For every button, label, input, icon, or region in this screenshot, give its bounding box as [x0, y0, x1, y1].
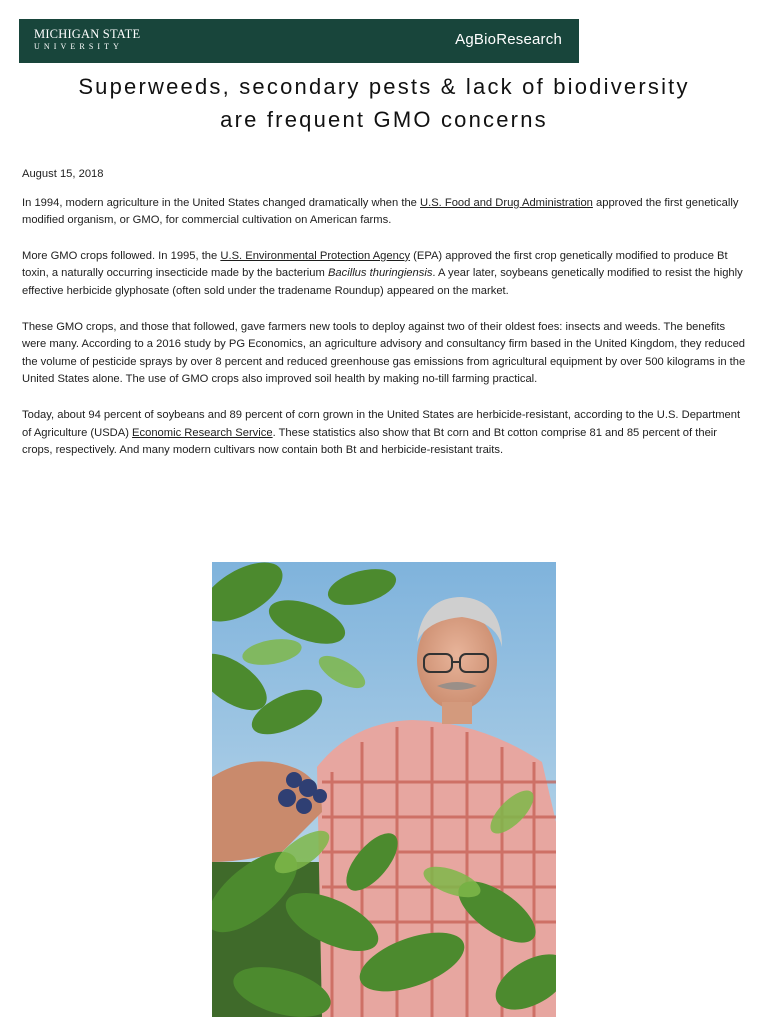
fda-link[interactable]: U.S. Food and Drug Administration: [420, 196, 593, 209]
paragraph-3: These GMO crops, and those that followed, gave farmers new tools to deploy against two of their oldest foes: insects and weeds. The benefits were many. According to a 2016 study by PG Economics, an agriculture advisory and consultancy firm based in the United Kingdom, they reduced the volume of pesticide sprays by over 8 percent and reduced greenhouse gas emissions from agricultural equipment by over 500 kilograms in the United States alone. The use of GMO crops also improved soil health by making no-till farming practical.: [22, 320, 746, 386]
title-line-1: Superweeds, secondary pests & lack of biodiversity: [78, 74, 690, 99]
species-name: Bacillus thuringiensis: [327, 267, 433, 280]
title-line-2: are frequent GMO concerns: [220, 107, 548, 132]
ers-link[interactable]: Economic Research Service: [132, 426, 273, 439]
paragraph-4: [22, 407, 750, 460]
p4-text-b: . These statistics also show that Bt corn and Bt cotton comprise 81 and 85 percent of their crops, respectively. And many modern cultivars now contain both Bt and herbicide-resistant traits.: [22, 426, 718, 457]
agbioresearch-brand[interactable]: AgBioResearch: [455, 31, 562, 48]
p1-text-a: In 1994, modern agriculture in the United States changed dramatically when the: [22, 196, 421, 209]
epa-link[interactable]: U.S. Environmental Protection Agency: [220, 249, 411, 262]
paragraph-2: [22, 248, 750, 301]
msu-logo[interactable]: [34, 28, 140, 51]
p2-text-c: . A year later, soybeans genetically modified to resist the highly effective herbicide glyphosate (often sold under the tradename Roundup) appeared on the market.: [22, 267, 743, 297]
logo-line-2: UNIVERSITY: [34, 41, 123, 51]
article-body: [22, 166, 750, 478]
p1-text-b: approved the first genetically modified organism, or GMO, for commercial cultivation on American farms.: [22, 196, 739, 227]
logo-line-1: MICHIGAN STATE: [34, 27, 141, 41]
p2-text-b: (EPA) approved the first crop genetically modified to produce Bt toxin, a naturally occurring insecticide made by the bacterium: [22, 249, 728, 280]
header-banner: [19, 19, 579, 63]
p4-text-a: Today, about 94 percent of soybeans and 89 percent of corn grown in the United States are herbicide-resistant, according to the U.S. Department of Agriculture (USDA): [22, 408, 741, 439]
publish-date: August 15, 2018: [22, 168, 104, 180]
paragraph-1: [22, 195, 750, 230]
researcher-photo: [212, 562, 556, 1017]
p2-text-a: More GMO crops followed. In 1995, the: [22, 249, 221, 262]
article-title: [0, 70, 768, 136]
researcher-photo-illustration: [212, 562, 556, 1017]
